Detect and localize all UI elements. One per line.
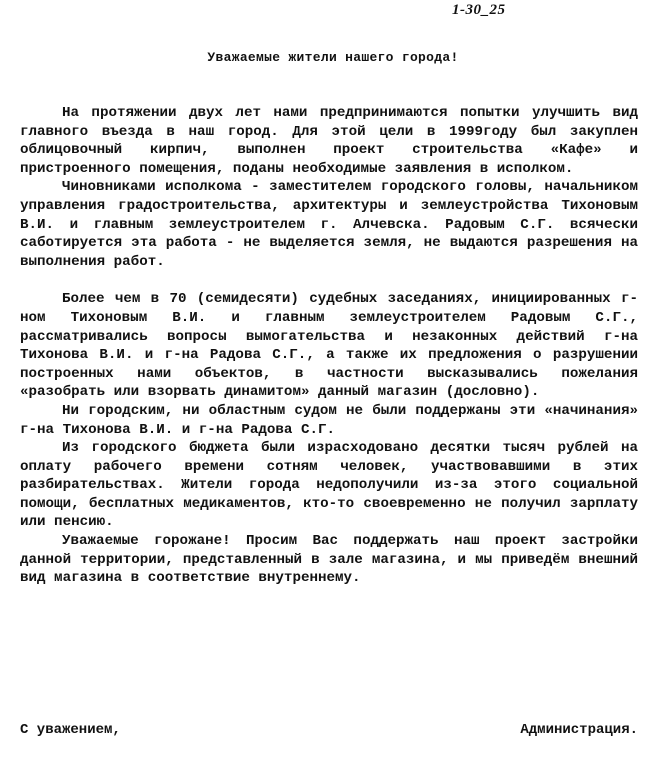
letter-body [20, 104, 638, 588]
letter-title: Уважаемые жители нашего города! [207, 50, 459, 65]
paragraph-appeal: Уважаемые горожане! Просим Вас поддержать наш проект застройки данной территории, представленный в зале магазина, и мы приведём внешний вид магазина в соответствие внутреннему. [20, 533, 638, 587]
paragraph-courts-rejected: Ни городским, ни областным судом не были поддержаны эти «начинания» г-на Тихонова В.И. и г-на Радова С.Г. [20, 402, 638, 438]
closing-text: С уважением, [20, 722, 121, 738]
paragraph-court-hearings: Более чем в 70 (семидесяти) судебных заседаниях, инициированных г-ном Тихоновым В.И. и главным землеустроителем Радовым С.Г., рассматривались вопросы вымогательства и незаконных действий г-на Тихонова В.И. и г-на Радова С.Г., а также их предложения о разрушении построенных нами объектов, в частности высказывались пожелания «разобрать или взорвать динамитом» данный магазин (дословно). [20, 291, 638, 401]
paragraph-officials-sabotage: Чиновниками исполкома - заместителем городского головы, начальником управления градостроительства, архитектуры и землеустройства Тихоновым В.И. и главным землеустроителем г. Алчевска. Радовым С.Г. всячески саботируется эта работа - не выделяется земля, не выдаются разрешения на выполнения работ. [20, 179, 638, 270]
paragraph-entry-request: На протяжении двух лет нами предпринимаются попытки улучшить вид главного въезда в наш город. Для этой цели в 1999году был закуплен облицовочный кирпич, выполнен проект строительства «Кафе» и пристроенного помещения, поданы необходимые заявления в исполком. [20, 105, 638, 177]
paragraph-gap [20, 271, 638, 290]
signature-text: Администрация. [520, 722, 638, 738]
paragraph-budget-spent: Из городского бюджета были израсходовано десятки тысяч рублей на оплату рабочего времени сотням человек, участвовавшими в этих разбирательствах. Жители города недополучили из-за этого социальной помощи, бесплатных медикаментов, кто-то своевременно не получил зарплату или пенсию. [20, 440, 638, 531]
document-code: 1-30_25 [452, 2, 506, 18]
